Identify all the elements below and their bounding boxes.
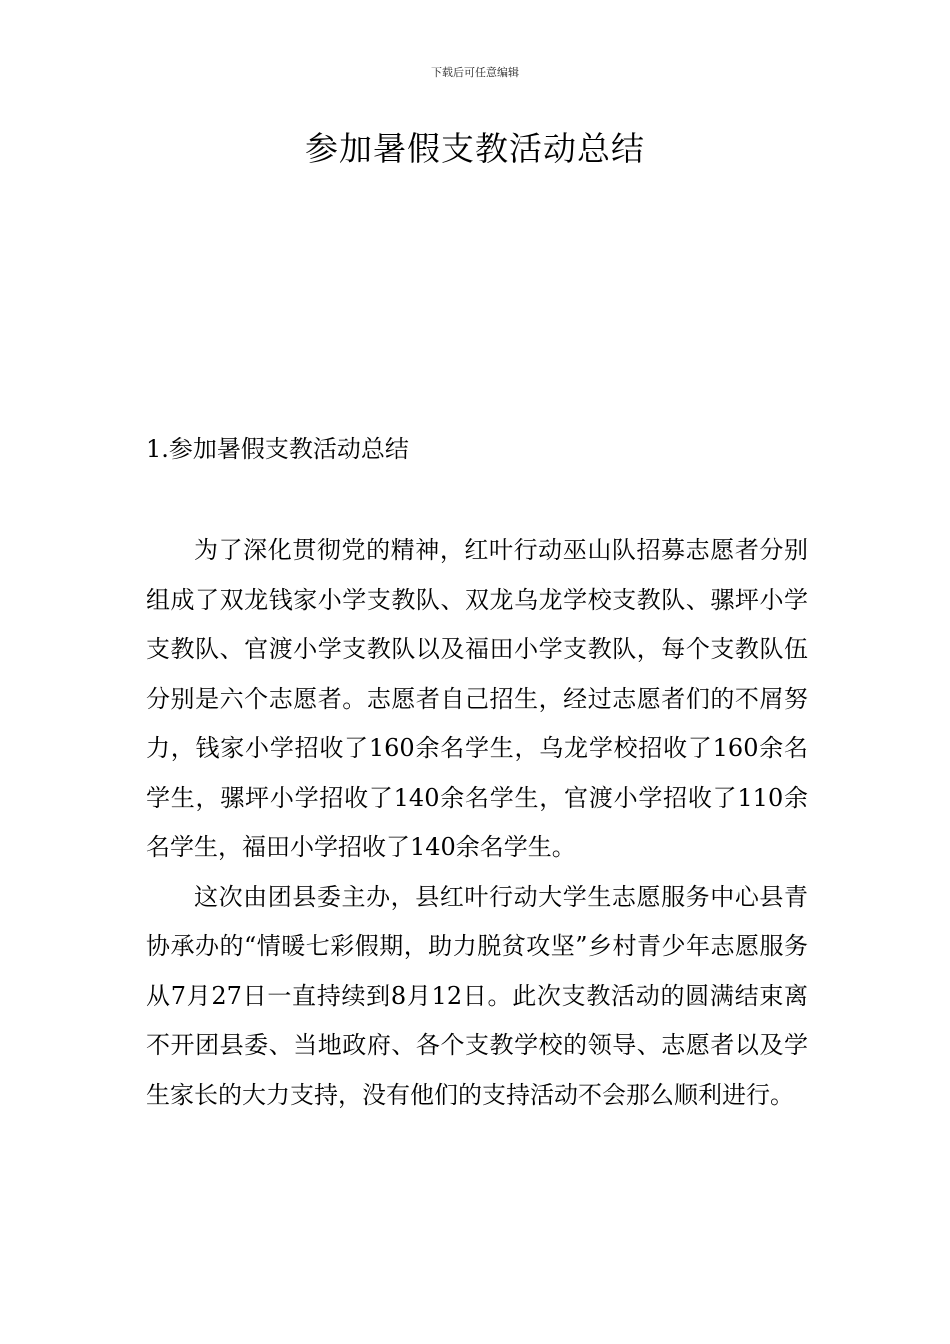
document-title: 参加暑假支教活动总结 [305, 129, 645, 168]
paragraph-1: 为了深化贯彻党的精神，红叶行动巫山队招募志愿者分别组成了双龙钱家小学支教队、双龙乌龙学校支教队、骡坪小学支教队、官渡小学支教队以及福田小学支教队，每个支教队伍分别是六个志愿者。志愿者自己招生，经过志愿者们的不屑努力，钱家小学招收了160余名学生，乌龙学校招收了160余名学生，骡坪小学招收了140余名学生，官渡小学招收了110余名学生，福田小学招收了140余名学生。 [146, 536, 808, 861]
body-text [146, 526, 808, 1120]
header-note: 下载后可任意编辑 [431, 66, 519, 79]
section-heading: 1.参加暑假支教活动总结 [146, 435, 409, 463]
paragraph-2: 这次由团县委主办，县红叶行动大学生志愿服务中心县青协承办的“情暖七彩假期，助力脱贫攻坚”乡村青少年志愿服务从7月27日一直持续到8月12日。此次支教活动的圆满结束离不开团县委、当地政府、各个支教学校的领导、志愿者以及学生家长的大力支持，没有他们的支持活动不会那么顺利进行。 [146, 882, 808, 1109]
